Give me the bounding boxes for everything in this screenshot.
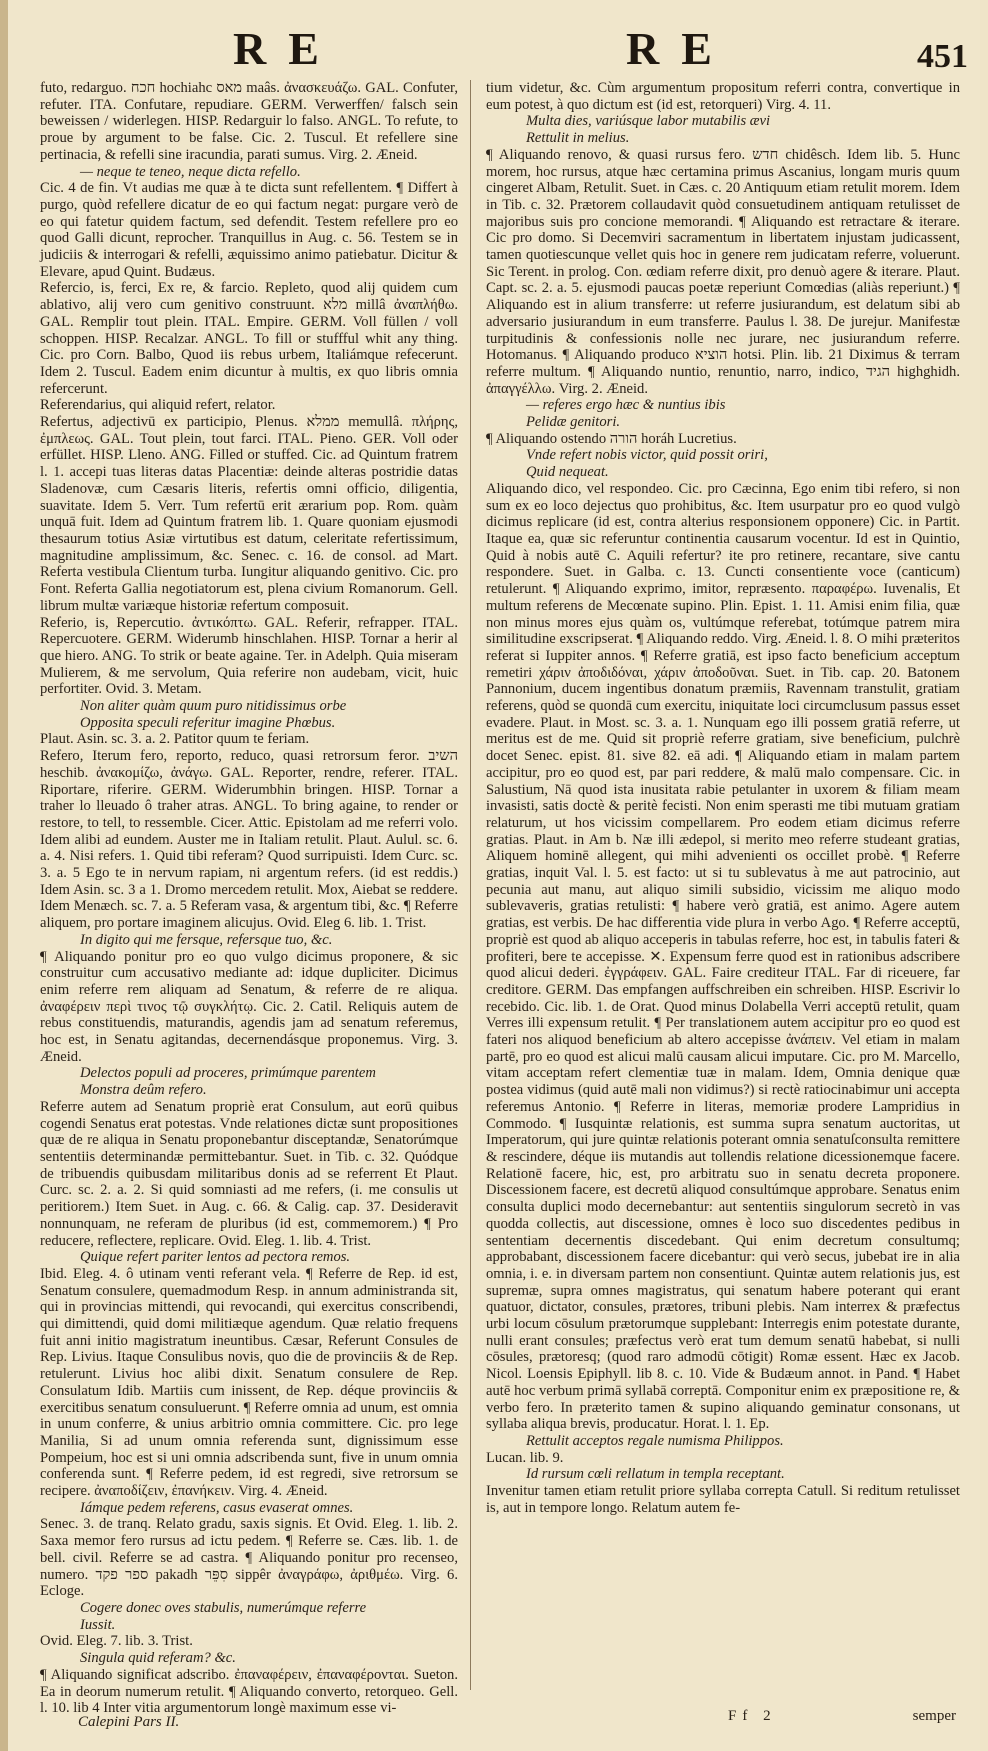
verse-quote: Quique refert pariter lentos ad pectora remos. (80, 1249, 351, 1266)
paragraph: Ovid. Eleg. 7. lib. 3. Trist. (40, 1633, 193, 1650)
paragraph: ¶ Aliquando ponitur pro eo quo vulgo dicimus proponere, & sic construitur cum accusativo mediante ad: idque dupliciter. Dicimus enim referre rem aliquam ad Senatum, & referre de re aliqua. ἀναφέρειν περὶ τινος τῷ συγκλήτῳ. Cic. 2. Catil. Reliquis autem de rebus constituendis, maturandis, agendis jam ad senatum referemus, hoc est, in Senatu agitandas, decernendásque proponemus. Virg. 3. Æneid. (40, 948, 458, 1065)
footer-title: Calepini Pars II. (78, 1714, 180, 1730)
paragraph: ¶ Aliquando ostendo הורה horáh Lucretius. (486, 430, 737, 447)
verse-quote: Delectos populi ad proceres, primúmque parentem (80, 1065, 376, 1082)
paragraph: Aliquando dico, vel respondeo. Cic. pro Cæcinna, Ego enim tibi refero, si non sum ex eo loco dejectus quo prohibitus, &c. Item usurpatur pro eo quod vulgò dicimus replicare (id est, contra alterius responsionem opponere) Cic. in Partit. Itaque ea, quæ sic referuntur continentia causarum vocentur. Id est in Quintio, Quid à nobis autē C. Aquili refertur? ite pro retinere, recantare, sive cantu respondere. Suet. in Galba. c. 13. Cuncti consentiente voce (canticum) retulerunt. ¶ Aliquando exprimo, imitor, repræsento. παραφέρω. Iuvenalis, Et multum referens de Mecœnate supino. Plin. Epist. 1. 11. Amisi enim filia, quæ non minus mores ejus quàm os, vultúmque referebat, totúmque patrem mira similitudine exscripserat. ¶ Aliquando reddo. Virg. Æneid. l. 8. O mihi præteritos referat si Iuppiter annos. ¶ Referre gratiā, est ipso facto beneficium acceptum remetiri χάριν ἀποδιδόναι, χάριν ἀποδοῦναι. Suet. in Tib. cap. 20. Batonem Pannonium, ducem ingentibus donatum præmiis, Ravennam transtulit, gratiam referens, quòd se quondā cum exercitu, iniquitate loci circumclusum passus esset evadere. Plaut. in Most. sc. 3. a. 1. Nunquam ego illi possem gratiā referre, ut meritus est de me. Quid sit propriè referre gratiam, sive beneficium, pulchrè docet Senec. epist. 81. sive 82. eā adi. ¶ Aliquando etiam in malam partem accipitur, pro eo quod est, par pari reddere, & malū malo compensare. Cic. in Salustium, Nā quod ista inusitata rabie petulanter in uxorem & filiam meam invasisti, satis doctè & peritè fecisti. Non enim sperasti me tibi mutuam gratiam relaturum, ut hos vicissim compellarem. Pro eodem etiam dicimus referre gratias. Plaut. in Am b. Næ illi ædepol, si merito meo referre studeant gratias, Aliquem hominē allegent, qui mihi advenienti os occillet probè. ¶ Referre gratias, inquit Val. l. 5. est facto: ut si tu sublevatus à me aut patrocinio, aut pecunia aut manu, aut aliquo simili subsidio, vicissim me aliquo modo sublevaveris, gratias retulisti: ¶ habere verò gratiā, est animo. Agere autem gratias, est verbis. De hac differentia vide plura in verbo Ago. ¶ Referre acceptū, propriè est quod ab aliquo acceperis in tabulas referre, hoc est, in tabulis fateri & profiteri, bere te accepisse. ✕. Expensum ferre quod est in rationibus adscribere quod alicui dederi. ἐγγράφειν. GAL. Faire crediteur ITAL. Far di riceuere, far creditore. GERM. Das empfangen auffschreiben ein schreiben. HISP. Escrivir lo recebido. Cic. lib. 1. de Orat. Quod minus Dolabella Verri acceptū retulit, quam Verres illi expensum retulit. ¶ Per translationem autem accipitur pro eo quod est fateri nos aliquod beneficium ab altero accepisse ἀνάπειν. Vel etiam in malam partē, pro eo quod est alicui malū causam alicui imputare. Cic. pro M. Marcello, vitam acceptam refert clementiæ tuæ in malam. Idem, Omnia denique quæ postea vidimus (quid autē mali non vidimus?) si rectè ratiocinabimur uni accepta referemus Antonio. ¶ Referre in literas, memoriæ prodere Lampridius in Commodo. ¶ Iusquintæ relationis, est summa supra senatum auctoritas, ut Imperatorum, qui jure quintæ relationis poterant omnia senatuſconsulta remittere & rescindere, déque iis mutandis aut tollendis relatione dicessionemque facere. Relationē facere, hic, est, pro arbitratu suo in senatu decreta proponere. Discessionem facere, est decretū aliquod consultúmque approbare. Senatus enim consulta duplici modo decernebantur: aut sententiis singulorum secretò in vas quodda collectis, aut discessione, omnes è loco suo discedentes pedibus in sententiam decernentis discedebant. Qui enim decretum consultumq; approbabant, discessionem facere dicebantur: qui verò secus, jubebat ire in alia omnia, i. e. in diversam partem non consentiunt. Quintæ autem relationis jus, est supremæ, supra omnes magistratus, qui senatum habere poterant qui erant quatuor, dictator, consules, prætores, tribuni plebis. Nam interrex & præfectus urbi locum cōsulum prætorumque supplebant: Interregis enim potestate durante, nulli erant consules; præfectus verò erat tum demum senatū habebat, si nulli cōsules, prætoresq; (quod raro admodū cōtigit) Romæ essent. Hæc ex Jacob. Nicol. Loensis Epiphyll. lib 8. c. 10. Vide & Budæum annot. in Pand. ¶ Habet autē hoc verbum primā syllabā correptā. Componitur enim ex præpositione re, & verbo fero. In præterito tamen & supino aliquando geminatur consonans, ut syllaba aliqua brevis, producatur. Horat. l. 1. Ep. (486, 480, 960, 1433)
left-column (40, 80, 458, 1717)
paragraph: Refertus, adjectivū ex participio, Plenus. ממלא memullâ. πλήρης, ἐμπλεως. GAL. Tout plein, tout farci. ITAL. Pieno. GER. Voll oder erfüllet. HISP. Lleno. ANG. Filled or stuffed. Cic. ad Quintum fratrem l. 1. accepi tuas literas datas Placentiæ: deinde alteras postridie datas Sladenovæ, cum Cæsaris literis, refertis omni officio, diligentia, suavitate. Idem 5. Verr. Tum refertū erit ærarium pop. Rom. quàm unquā fuit. Idem ad Quintum fratrem lib. 1. Quare quoniam ejusmodi thesaurum totius Asiæ virtutibus est datum, celeritate refertissimum, magnitudine amplissimum, &c. Senec. c. 16. de consol. ad Mart. Referta vestibula Clientum turba. Iungitur aliquando genitivo. Cic. pro Font. Referta Gallia negotiatorum est, plena civium Romanorum. Gell. librum multæ variæque historiæ refertum composuit. (40, 414, 458, 614)
verse-quote: Multa dies, variúsque labor mutabilis ævi (526, 113, 771, 130)
running-head (8, 22, 988, 82)
verse-quote: Vnde refert nobis victor, quid possit oriri, (526, 447, 768, 464)
paragraph: ¶ Aliquando significat adscribo. ἐπαναφέρειν, ἐπαναφέρονται. Sueton. Ea in deorum numerum retulit. ¶ Aliquando converto, retorqueo. Gell. l. 10. lib 4 Inter vitia argumentorum longè maximum esse vi- (40, 1666, 458, 1717)
paragraph: Refero, Iterum fero, reporto, reduco, quasi retrorsum feror. השיב heschib. ἀνακομίζω, ἀνάγω. GAL. Reporter, rendre, referer. ITAL. Riportare, riferire. GERM. Widerumbhin bringen. HISP. Tornar a traher lo lleuado ô traher atras. ANGL. To bring againe, to render or restore, to tell, to ressemble. Cicer. Attic. Epistolam ad me referri volo. Idem alibi ad eundem. Auster me in Italiam retulit. Plaut. Aulul. sc. 6. a. 4. Nisi refers. 1. Quid tibi referam? Quod surripuisti. Idem Curc. sc. 3. a. 5 Ego te in nervum rapiam, ni argentum refers. (id est reddis.) Idem Asin. sc. 3 a 1. Dromo mercedem retulit. Mox, Aiebat se reddere. Idem Menæch. sc. 7. a. 5 Referam vasa, & argentum tibi, &c. ¶ Referre aliquem, pro portare imaginem alicujus. Ovid. Eleg 6. lib. 1. Trist. (40, 748, 458, 932)
verse-quote: Pelidæ genitori. (526, 414, 621, 431)
catchword: semper (912, 1708, 956, 1724)
page-number: 451 (917, 38, 968, 75)
verse-quote: Iussit. (80, 1616, 116, 1633)
column-rule (470, 80, 471, 1690)
paragraph: ¶ Aliquando renovo, & quasi rursus fero. חדש chidêsch. Idem lib. 5. Hunc morem, hoc rursus, atque hæc certamina primus Ascanius, longam muris quum cingeret Albam, Retulit. Suet. in Cæs. c. 20 Antiquum etiam retulit morem. Idem in Tib. c. 32. Prætorem collaudavit quòd consuetudinem antiquam retulisset de majoribus suis pro concione memorandi. ¶ Aliquando est retractare & iterare. Cic pro domo. Si Decemviri sacramentum in libertatem injustam judicassent, tamen quotiescunque vellet quis hoc in genere rem judicatam referre, voluerunt. Sic Terent. in prolog. Con. œdiam referre dixit, pro denuò agere & iterare. Plaut. Capt. sc. 2. a. 5. ejusmodi paucas poetæ reperiunt Comœdias (aliàs reperiunt.) ¶ Aliquando est in alium transferre: ut referre jusiurandum, est delatum sibi ab adversario jusiurandum in eum transferre. Paulus l. 38. De jurejur. Manifestæ turpitudinis & confessionis nolle nec jurare, nec jusiurandum referre. Hotomanus. ¶ Aliquando produco הוציא hotsi. Plin. lib. 21 Diximus & terram referre multum. ¶ Aliquando nuntio, renuntio, narro, indico, הגיד highghidh. ἀπαγγέλλω. Virg. 2. Æneid. (486, 146, 961, 397)
right-column (486, 80, 960, 1700)
paragraph: Plaut. Asin. sc. 3. a. 2. Patitor quum te feriam. (40, 731, 310, 748)
verse-quote: Id rursum cœli rellatum in templa receptant. (526, 1466, 785, 1483)
paragraph: Invenitur tamen etiam retulit priore syllaba correpta Catull. Si reditum retulisset is, aut in tempore longo. Relatum autem fe- (486, 1483, 960, 1516)
paragraph: Lucan. lib. 9. (486, 1449, 564, 1466)
running-head-left: RE (233, 23, 341, 74)
verse-quote: In digito qui me fersque, refersque tuo, &c. (80, 931, 333, 948)
paragraph: Referio, is, Repercutio. ἀντικόπτω. GAL. Referir, refrapper. ITAL. Repercuotere. GERM. Widerumb hinschlahen. HISP. Tornar a herir al que hiero. ANG. To strik or beate againe. Ter. in Adelph. Quia miseram Mulierem, & me servolum, Quia referire non audebam, vicit, huic perfortiter. Ovid. 3. Metam. (40, 614, 458, 698)
paragraph: Senec. 3. de tranq. Relato gradu, saxis signis. Et Ovid. Eleg. 1. lib. 2. Saxa memor fero rursus ad ictu pedem. ¶ Referre se. Cæs. lib. 1. de bell. civil. Referre se ad castra. ¶ Aliquando ponitur pro recenseo, numero. ספר פקד pakadh סִפֵּר sippêr ἀναγράφω, ἀριθμέω. Virg. 6. Ecloge. (40, 1516, 458, 1600)
verse-quote: Rettulit in melius. (526, 130, 630, 147)
verse-quote: Monstra deûm refero. (80, 1082, 207, 1099)
paragraph: futo, redarguo. חכח hochiahc מאס maâs. ἀνασκευάζω. GAL. Confuter, refuter. ITA. Confutare, repudiare. GERM. Verwerffen/ falsch sein beweissen / widerlegen. HISP. Redarguir lo falso. ANGL. To refute, to proue by argument to be false. Cic. 2. Tuscul. Et refellere sine pertinacia, & refelli sine iracundia, parati sumus. Virg. 2. Æneid. (40, 80, 458, 163)
verse-quote: Iámque pedem referens, casus evaserat omnes. (80, 1499, 354, 1516)
paragraph: Referendarius, qui aliquid refert, relator. (40, 397, 276, 414)
paragraph: Cic. 4 de fin. Vt audias me quæ à te dicta sunt refellentem. ¶ Differt à purgo, quòd refellere dicatur de eo qui factum negat: purgare verò de eo qui fatetur quidem factum, sed defendit. Testem refellere pro eo quod Galli dicunt, reprocher. Tranquillus in Aug. c. 56. Testem se in judiciis & interrogari & refelli, æquissimo animo patiebatur. Dicitur & Elevare, apud Quint. Budæus. (40, 180, 458, 280)
verse-quote: — referes ergo hæc & nuntius ibis (526, 397, 726, 414)
running-head-right: RE (626, 23, 734, 74)
paragraph: Referre autem ad Senatum propriè erat Consulum, aut eorū quibus cogendi Senatus erat potestas. Vnde relationes dictæ sunt propositiones quæ de re aliqua in Senatu proponebantur disceptandæ, Senatorúmque sententiis determinandæ permittebantur. Suet. in Tib. c. 32. Quódque de tribuendis quibusdam militaribus donis ad se referrent Et Plaut. Curc. sc. 2. a. 2. Si quid somniasti ad me refers, (i. me consulis ut peritiorem.) Item Suet. in Aug. c. 66. & Calig. cap. 37. Desideravit nonnunquam, ne referam de pluribus (id est, commemorem.) ¶ Pro reducere, reflectere, replicare. Ovid. Eleg. 1. lib. 4. Trist. (40, 1098, 458, 1249)
verse-quote: — neque te teneo, neque dicta refello. (80, 163, 301, 180)
paragraph: Ibid. Eleg. 4. ô utinam venti referant vela. ¶ Referre de Rep. id est, Senatum consulere, quemadmodum Resp. in annum administranda sit, qui in provincias mittendi, qui revocandi, qui exercitus conscribendi, qui dimittendi, quid domi militiæque agendum. Quæ relatio frequens fuit anni initio magistratum ineuntibus. Cæsar, Referunt Consules de Rep. Livius. Itaque Consulibus novis, quo die de provinciis & de Rep. retulerunt. Livius hoc alibi dixit. Senatum consulere de Rep. Consulatum Idib. Martiis cum inissent, de Rep. déque provinciis & exercitibus senatum consuluerunt. ¶ Referre omnia ad unum, est omnia in unum conferre, & unius arbitrio omnia committere. Cic. pro lege Manilia, Si ad unum omnia referenda sunt, dignissimum esse Pompeium, hoc est si uni omnia adscribenda sunt, five in unum omnia conferenda sunt. ¶ Referre pedem, id est regredi, sive retrorsum se recipere. ἀναποδίζειν, ἐπανήκειν. Virg. 4. Æneid. (40, 1265, 458, 1500)
verse-quote: Quid nequeat. (526, 464, 609, 481)
verse-quote: Non aliter quàm quum puro nitidissimus orbe (80, 698, 347, 715)
verse-quote: Opposita speculi referitur imagine Phœbus. (80, 714, 336, 731)
verse-quote: Singula quid referam? &c. (80, 1650, 236, 1667)
paragraph: Refercio, is, ferci, Ex re, & farcio. Repleto, quod alij quidem cum ablativo, alij vero cum genitivo construunt. מלא millâ ἀναπλήθω. GAL. Remplir tout plein. ITAL. Empire. GERM. Voll füllen / voll schoppen. HISP. Recalzar. ANGL. To fill or stuffful whit any thing. Cic. pro Corn. Balbo, Quod iis rebus urbem, Italiámque refecerunt. Idem 2. Tuscul. Eadem enim dicuntur à multis, ex quo libris omnia refercerunt. (40, 280, 458, 397)
signature-mark: Ff 2 (728, 1708, 777, 1724)
verse-quote: Rettulit acceptos regale numisma Philippos. (526, 1432, 784, 1449)
paragraph: tium videtur, &c. Cùm argumentum propositum referri contra, convertique in eum potest, à quo dictum est (id est, retorqueri) Virg. 4. 11. (486, 80, 960, 113)
verse-quote: Cogere donec oves stabulis, numerúmque referre (80, 1599, 367, 1616)
